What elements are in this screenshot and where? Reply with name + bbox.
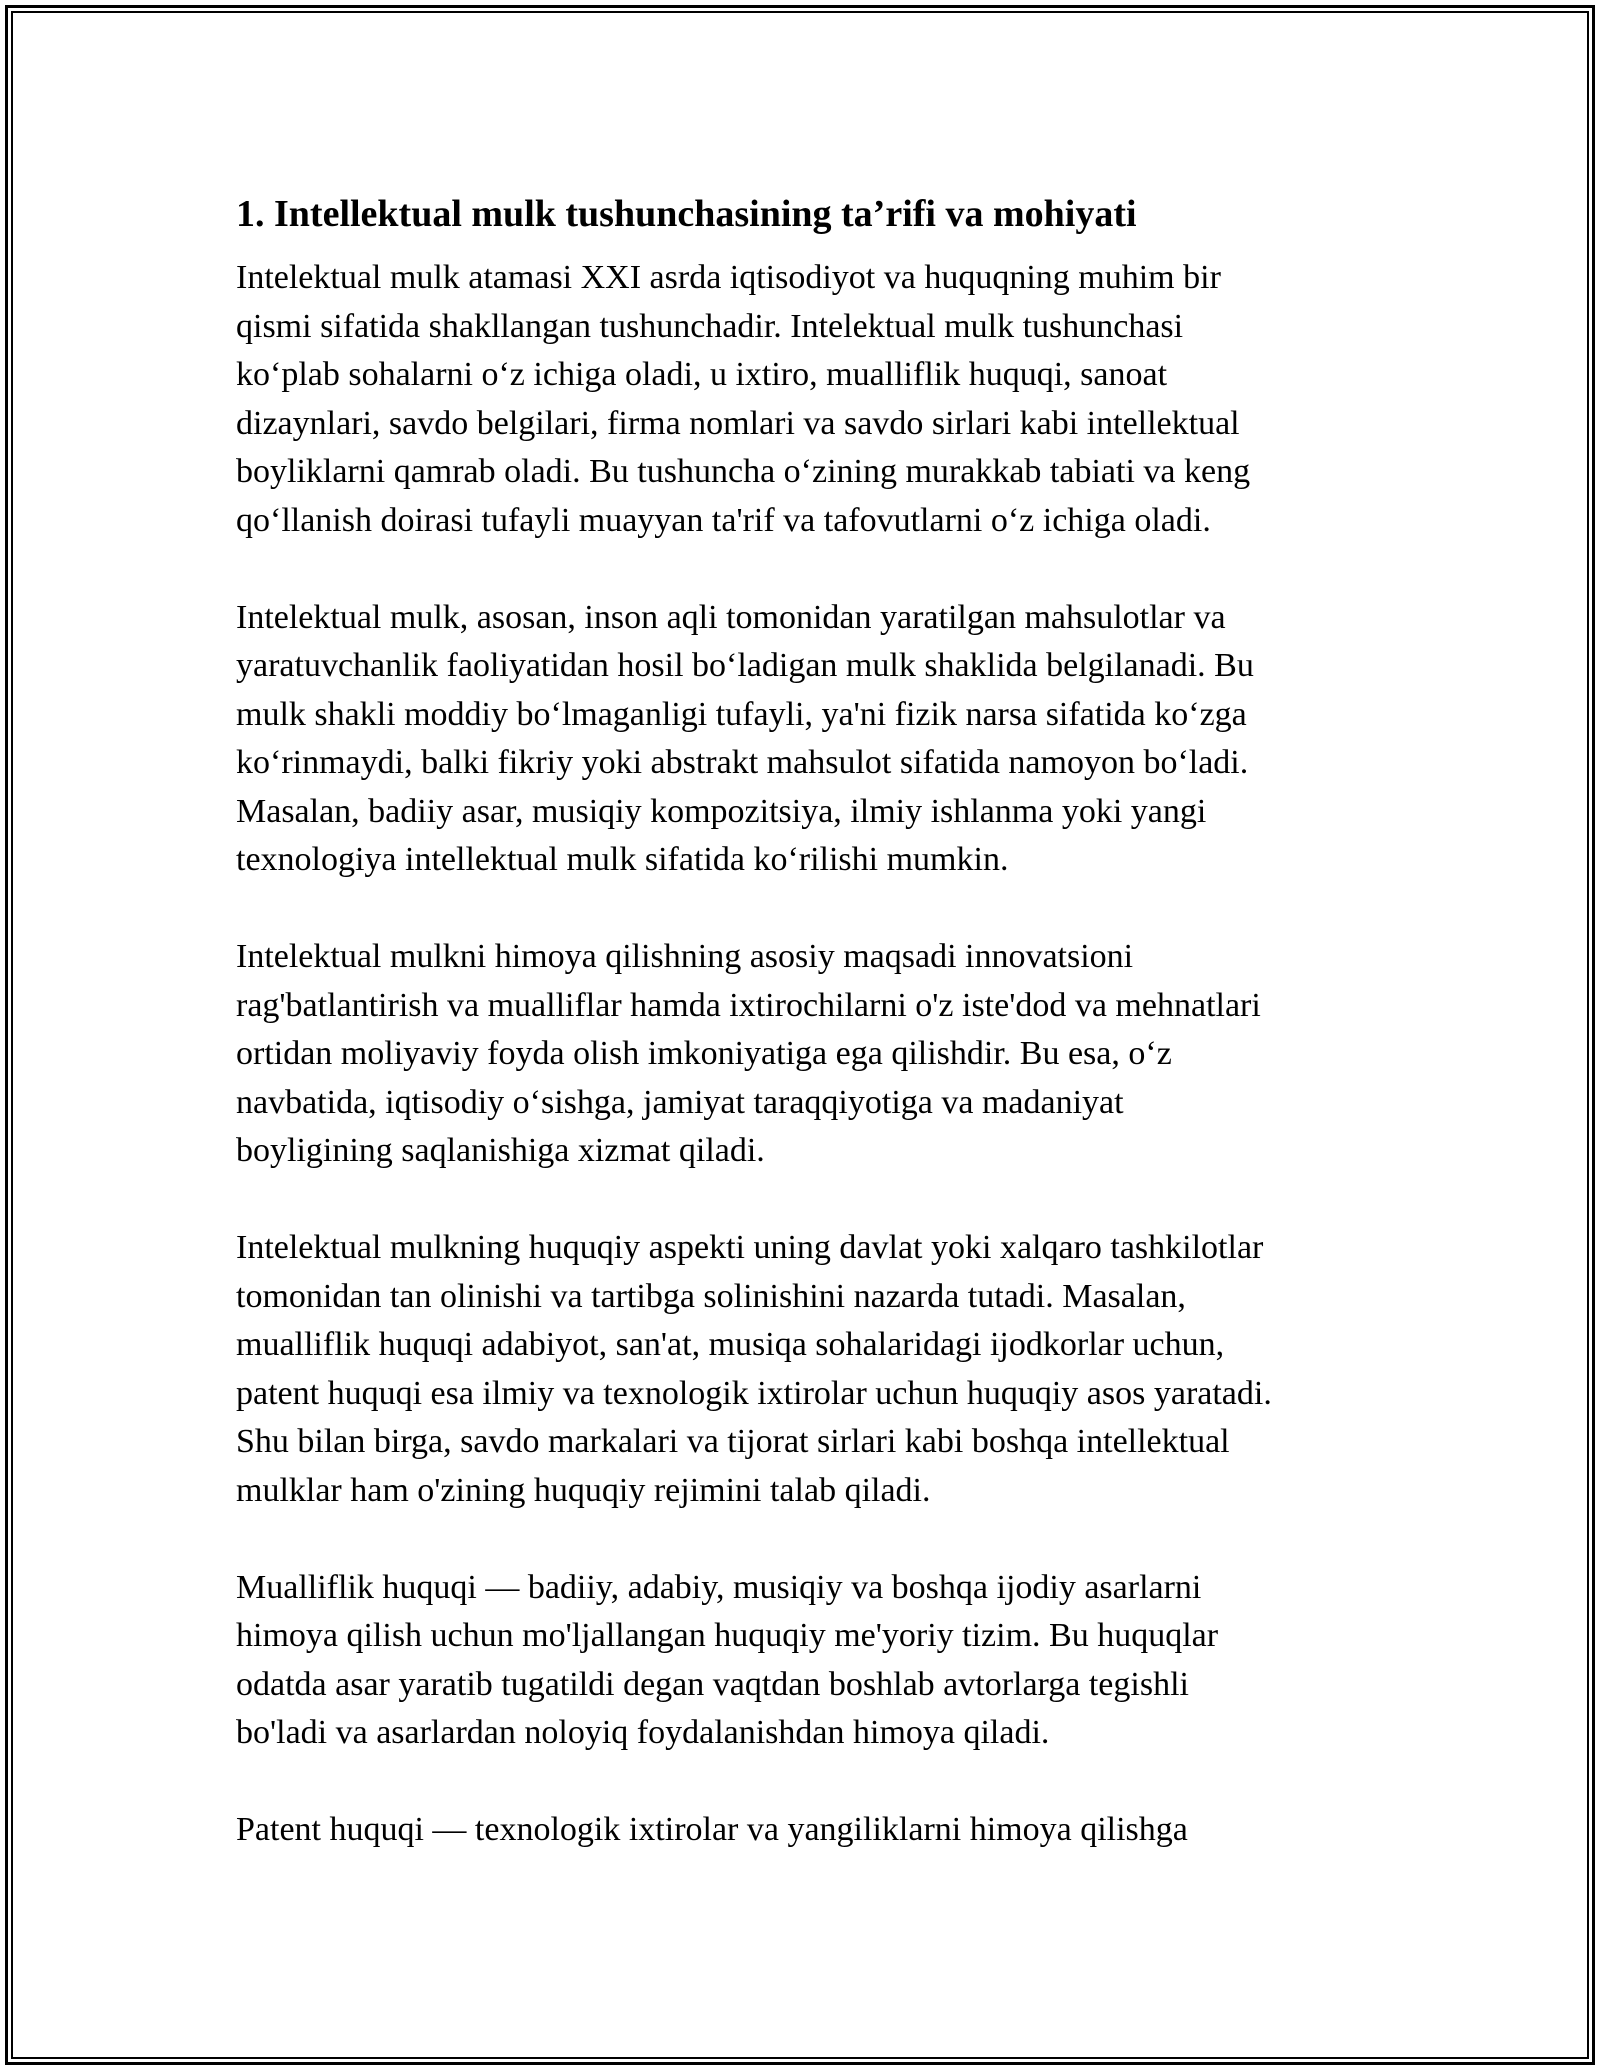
text-line: Masalan, badiiy asar, musiqiy kompozitsiya, ilmiy ishlanma yoki yangi bbox=[236, 792, 1207, 830]
text-line: Mualliflik huquqi — badiiy, adabiy, musiqiy va boshqa ijodiy asarlarni bbox=[236, 1568, 1202, 1606]
paragraph-4 bbox=[236, 1224, 1366, 1515]
text-line: qismi sifatida shakllangan tushunchadir. Intelektual mulk tushunchasi bbox=[236, 307, 1184, 345]
text-line: mualliflik huquqi adabiyot, san'at, musiqa sohalaridagi ijodkorlar uchun, bbox=[236, 1326, 1225, 1363]
text-line: odatda asar yaratib tugatildi degan vaqtdan boshlab avtorlarga tegishli bbox=[236, 1665, 1189, 1703]
document-body bbox=[236, 182, 1366, 1903]
paragraph-2 bbox=[236, 594, 1366, 885]
text-line: Intelektual mulk, asosan, inson aqli tomonidan yaratilgan mahsulotlar va bbox=[236, 598, 1226, 636]
text-line: ko‘plab sohalarni o‘z ichiga oladi, u ixtiro, mualliflik huquqi, sanoat bbox=[236, 356, 1168, 393]
text-line: Intelektual mulkni himoya qilishning asosiy maqsadi innovatsioni bbox=[236, 938, 1134, 975]
text-line: rag'batlantirish va mualliflar hamda ixtirochilarni o'z iste'dod va mehnatlari bbox=[236, 986, 1261, 1024]
text-line: navbatida, iqtisodiy o‘sishga, jamiyat taraqqiyotiga va madaniyat bbox=[236, 1083, 1124, 1121]
text-line: texnologiya intellektual mulk sifatida ko‘rilishi mumkin. bbox=[236, 841, 1009, 878]
text-line: Intelektual mulk atamasi XXI asrda iqtisodiyot va huquqning muhim bir bbox=[236, 259, 1221, 296]
text-line: mulklar ham o'zining huquqiy rejimini talab qiladi. bbox=[236, 1471, 931, 1509]
paragraph-3 bbox=[236, 933, 1366, 1176]
text-line: patent huquqi esa ilmiy va texnologik ixtirolar uchun huquqiy asos yaratadi. bbox=[236, 1374, 1272, 1412]
text-line: Shu bilan birga, savdo markalari va tijorat sirlari kabi boshqa intellektual bbox=[236, 1423, 1230, 1460]
text-line: ko‘rinmaydi, balki fikriy yoki abstrakt mahsulot sifatida namoyon bo‘ladi. bbox=[236, 744, 1249, 781]
text-line: ortidan moliyaviy foyda olish imkoniyatiga ega qilishdir. Bu esa, o‘z bbox=[236, 1035, 1172, 1072]
text-line: himoya qilish uchun mo'ljallangan huquqiy me'yoriy tizim. Bu huquqlar bbox=[236, 1617, 1219, 1654]
text-line: mulk shakli moddiy bo‘lmaganligi tufayli, ya'ni fizik narsa sifatida ko‘zga bbox=[236, 695, 1247, 733]
text-line: bo'ladi va asarlardan noloyiq foydalanishdan himoya qiladi. bbox=[236, 1714, 1050, 1751]
section-heading: 1. Intellektual mulk tushunchasining ta’rifi va mohiyati bbox=[236, 193, 1137, 235]
text-line: dizaynlari, savdo belgilari, firma nomlari va savdo sirlari kabi intellektual bbox=[236, 404, 1240, 442]
text-line: Patent huquqi — texnologik ixtirolar va yangiliklarni himoya qilishga bbox=[236, 1811, 1188, 1848]
text-line: tomonidan tan olinishi va tartibga solinishini nazarda tutadi. Masalan, bbox=[236, 1277, 1186, 1315]
paragraph-5 bbox=[236, 1564, 1366, 1758]
text-line: boyliklarni qamrab oladi. Bu tushuncha o‘zining murakkab tabiati va keng bbox=[236, 453, 1251, 490]
paragraph-1 bbox=[236, 254, 1366, 545]
paragraph-6 bbox=[236, 1806, 1366, 1855]
text-line: boyligining saqlanishiga xizmat qiladi. bbox=[236, 1132, 765, 1169]
text-line: Intelektual mulkning huquqiy aspekti uning davlat yoki xalqaro tashkilotlar bbox=[236, 1229, 1264, 1266]
text-line: qo‘llanish doirasi tufayli muayyan ta'rif va tafovutlarni o‘z ichiga oladi. bbox=[236, 501, 1211, 539]
text-line: yaratuvchanlik faoliyatidan hosil bo‘ladigan mulk shaklida belgilanadi. Bu bbox=[236, 647, 1254, 684]
